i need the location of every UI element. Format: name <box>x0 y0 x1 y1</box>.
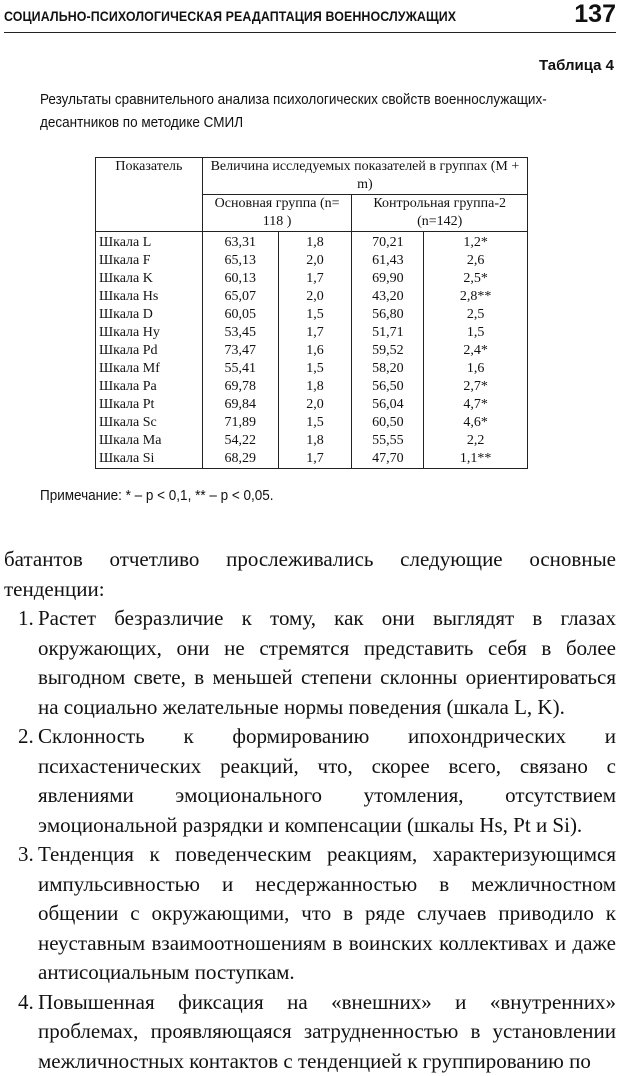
control-mean-cell: 43,20 <box>352 288 424 306</box>
main-mean-cell: 69,78 <box>202 378 278 396</box>
control-error-cell: 4,7* <box>424 396 528 414</box>
table-row <box>96 378 528 396</box>
table-row <box>96 396 528 414</box>
main-mean-cell: 69,84 <box>202 396 278 414</box>
main-error-cell: 1,7 <box>278 450 352 469</box>
table-row <box>96 450 528 469</box>
main-error-cell: 1,8 <box>278 432 352 450</box>
control-error-cell: 1,2* <box>424 232 528 253</box>
list-item-text: Повышенная фиксация на «внешних» и «внутренних» проблемах, проявляющаяся затрудненностью в установлении межличностных контактов с тенденцией к группированию по <box>38 990 616 1073</box>
list-item-text: Склонность к формированию ипохондрических и психастенических реакций, что, скорее всего, связано с явлениями эмоционального утомления, отсутствием эмоциональной разрядки и компенсации (шкалы Hs, Pt и Si). <box>38 724 616 837</box>
main-mean-cell: 53,45 <box>202 324 278 342</box>
scale-cell: Шкала Mf <box>96 360 203 378</box>
table-label: Таблица 4 <box>539 57 614 74</box>
main-error-cell: 1,5 <box>278 414 352 432</box>
main-mean-cell: 54,22 <box>202 432 278 450</box>
control-error-cell: 2,4* <box>424 342 528 360</box>
table-row <box>96 270 528 288</box>
tendencies-list <box>4 604 616 1076</box>
control-mean-cell: 58,20 <box>352 360 424 378</box>
table-row <box>96 288 528 306</box>
table-body <box>96 232 528 469</box>
scale-cell: Шкала Ma <box>96 432 203 450</box>
scale-cell: Шкала F <box>96 252 203 270</box>
control-mean-cell: 55,55 <box>352 432 424 450</box>
header-indicator: Показатель <box>96 158 203 232</box>
main-mean-cell: 65,07 <box>202 288 278 306</box>
running-title: СОЦИАЛЬНО-ПСИХОЛОГИЧЕСКАЯ РЕАДАПТАЦИЯ ВОЕННОСЛУЖАЩИХ <box>4 9 456 24</box>
scale-cell: Шкала Pd <box>96 342 203 360</box>
control-mean-cell: 47,70 <box>352 450 424 469</box>
control-error-cell: 2,5* <box>424 270 528 288</box>
list-item-number: 4. <box>18 988 34 1018</box>
list-item-number: 3. <box>18 840 34 870</box>
control-mean-cell: 61,43 <box>352 252 424 270</box>
list-item <box>4 604 616 722</box>
table-row <box>96 232 528 253</box>
control-error-cell: 2,7* <box>424 378 528 396</box>
control-mean-cell: 69,90 <box>352 270 424 288</box>
control-mean-cell: 59,52 <box>352 342 424 360</box>
lead-paragraph: батантов отчетливо прослеживались следующие основные тенденции: <box>4 545 616 604</box>
table-row <box>96 414 528 432</box>
main-error-cell: 1,8 <box>278 232 352 253</box>
table-row <box>96 342 528 360</box>
main-mean-cell: 60,13 <box>202 270 278 288</box>
scale-cell: Шкала Si <box>96 450 203 469</box>
control-error-cell: 4,6* <box>424 414 528 432</box>
main-error-cell: 1,6 <box>278 342 352 360</box>
scale-cell: Шкала K <box>96 270 203 288</box>
main-error-cell: 1,8 <box>278 378 352 396</box>
control-error-cell: 2,2 <box>424 432 528 450</box>
header-group-control: Контрольная группа-2 (n=142) <box>352 195 528 232</box>
scale-cell: Шкала Pt <box>96 396 203 414</box>
list-item-text: Тенденция к поведенческим реакциям, характеризующимся импульсивностью и несдержанностью в межличностном общении с окружающими, что в ряде случаев приводило к неуставным взаимоотношениям в воинских коллективах и даже антисоциальным поступкам. <box>38 842 616 984</box>
table-row <box>96 432 528 450</box>
main-error-cell: 2,0 <box>278 396 352 414</box>
list-item-text: Растет безразличие к тому, как они выглядят в глазах окружающих, они не стремятся представить себя в более выгодном свете, в меньшей степени склонны ориентироваться на социально желательные нормы поведения (шкала L, K). <box>38 606 616 719</box>
page-header <box>4 2 616 33</box>
control-mean-cell: 51,71 <box>352 324 424 342</box>
table-caption: Результаты сравнительного анализа психологических свойств военнослужащих-десантников по методике СМИЛ <box>40 88 616 134</box>
table-row <box>96 360 528 378</box>
scale-cell: Шкала Pa <box>96 378 203 396</box>
scale-cell: Шкала L <box>96 232 203 253</box>
scale-cell: Шкала Sc <box>96 414 203 432</box>
header-values: Величина исследуемых показателей в группах (M + m) <box>202 158 527 195</box>
table-row <box>96 324 528 342</box>
control-error-cell: 1,6 <box>424 360 528 378</box>
control-mean-cell: 56,04 <box>352 396 424 414</box>
page-number: 137 <box>574 0 616 29</box>
list-item <box>4 988 616 1076</box>
control-error-cell: 2,8** <box>424 288 528 306</box>
main-mean-cell: 68,29 <box>202 450 278 469</box>
list-item <box>4 840 616 988</box>
header-group-main: Основная группа (n= 118 ) <box>202 195 352 232</box>
main-error-cell: 1,7 <box>278 324 352 342</box>
scale-cell: Шкала D <box>96 306 203 324</box>
control-mean-cell: 56,50 <box>352 378 424 396</box>
control-error-cell: 2,5 <box>424 306 528 324</box>
control-error-cell: 2,6 <box>424 252 528 270</box>
main-error-cell: 1,5 <box>278 306 352 324</box>
results-table <box>95 157 528 469</box>
list-item-number: 2. <box>18 722 34 752</box>
main-error-cell: 1,5 <box>278 360 352 378</box>
main-mean-cell: 60,05 <box>202 306 278 324</box>
scale-cell: Шкала Hy <box>96 324 203 342</box>
table-row <box>96 252 528 270</box>
main-mean-cell: 73,47 <box>202 342 278 360</box>
body-text <box>4 545 616 1076</box>
main-mean-cell: 65,13 <box>202 252 278 270</box>
control-error-cell: 1,1** <box>424 450 528 469</box>
list-item <box>4 722 616 840</box>
control-mean-cell: 70,21 <box>352 232 424 253</box>
main-error-cell: 2,0 <box>278 288 352 306</box>
list-item-number: 1. <box>18 604 34 634</box>
main-mean-cell: 71,89 <box>202 414 278 432</box>
main-error-cell: 2,0 <box>278 252 352 270</box>
table-note: Примечание: * – p < 0,1, ** – p < 0,05. <box>40 487 274 504</box>
scale-cell: Шкала Hs <box>96 288 203 306</box>
control-mean-cell: 56,80 <box>352 306 424 324</box>
main-mean-cell: 63,31 <box>202 232 278 253</box>
control-error-cell: 1,5 <box>424 324 528 342</box>
table-row <box>96 306 528 324</box>
control-mean-cell: 60,50 <box>352 414 424 432</box>
main-mean-cell: 55,41 <box>202 360 278 378</box>
main-error-cell: 1,7 <box>278 270 352 288</box>
